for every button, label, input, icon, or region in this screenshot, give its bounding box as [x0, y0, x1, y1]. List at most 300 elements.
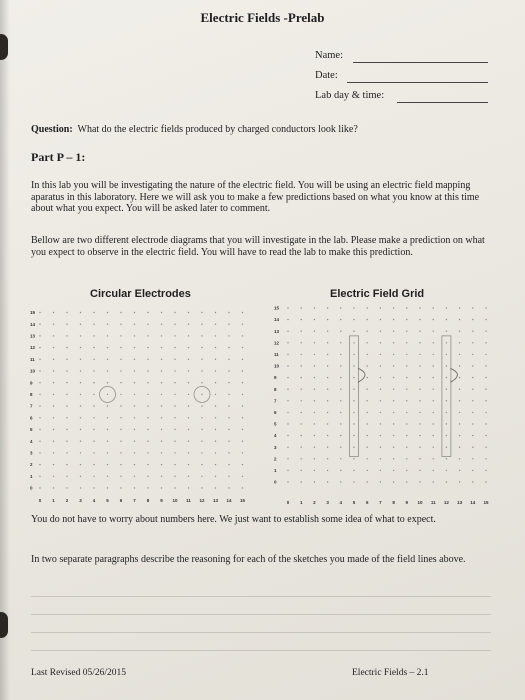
grid-dot — [380, 319, 381, 320]
grid-dot — [39, 464, 40, 465]
grid-dot — [406, 470, 407, 471]
grid-dot — [120, 312, 121, 313]
grid-dot — [215, 429, 216, 430]
grid-dot — [287, 423, 288, 424]
sketch-arc-left — [358, 368, 365, 382]
grid-dot — [174, 452, 175, 453]
grid-dot — [242, 487, 243, 488]
reasoning-prompt: In two separate paragraphs describe the reasoning for each of the sketches you made of the field lines above. — [31, 554, 466, 565]
grid-dot — [134, 417, 135, 418]
grid-dot — [66, 417, 67, 418]
grid-dot — [340, 389, 341, 390]
y-tick-label: 10 — [274, 363, 280, 369]
grid-dot — [485, 319, 486, 320]
grid-dot — [459, 481, 460, 482]
grid-dot — [353, 377, 354, 378]
grid-dot — [472, 377, 473, 378]
grid-dot — [174, 429, 175, 430]
grid-dot — [134, 359, 135, 360]
grid-dot — [80, 312, 81, 313]
grid-dot — [485, 307, 486, 308]
grid-dot — [459, 458, 460, 459]
grid-dot — [93, 324, 94, 325]
grid-dot — [301, 307, 302, 308]
grid-dot — [393, 458, 394, 459]
grid-dot — [419, 400, 420, 401]
part-heading: Part P – 1: — [31, 150, 86, 164]
y-tick-label: 9 — [30, 380, 33, 386]
y-tick-label: 6 — [274, 410, 277, 415]
grid-dot — [161, 335, 162, 336]
grid-dot — [188, 394, 189, 395]
grid-dot — [353, 447, 354, 448]
page-title: Electric Fields -Prelab — [200, 10, 325, 25]
grid-dot — [380, 354, 381, 355]
grid-dot — [419, 458, 420, 459]
grid-dot — [459, 470, 460, 471]
grid-dot — [147, 452, 148, 453]
grid-dot — [301, 470, 302, 471]
grid-dot — [228, 429, 229, 430]
grid-dot — [161, 417, 162, 418]
date-blank[interactable] — [347, 82, 488, 83]
binder-hole — [0, 612, 8, 638]
grid-dot — [406, 481, 407, 482]
grid-dot — [228, 394, 229, 395]
grid-dot — [53, 487, 54, 488]
grid-dot — [380, 307, 381, 308]
grid-dot — [53, 405, 54, 406]
grid-dot — [380, 365, 381, 366]
grid-dot — [446, 319, 447, 320]
grid-dot — [314, 377, 315, 378]
grid-dot — [314, 319, 315, 320]
grid-dot — [93, 429, 94, 430]
grid-dot — [147, 324, 148, 325]
grid-dot — [472, 470, 473, 471]
grid-dot — [228, 382, 229, 383]
y-tick-label: 4 — [30, 438, 33, 444]
grid-dot — [472, 319, 473, 320]
grid-dot — [406, 412, 407, 413]
grid-dot — [353, 412, 354, 413]
grid-dot — [161, 452, 162, 453]
grid-dot — [446, 354, 447, 355]
grid-dot — [147, 335, 148, 336]
grid-dot — [367, 447, 368, 448]
grid-dot — [301, 331, 302, 332]
grid-dot — [459, 423, 460, 424]
grid-dot — [301, 412, 302, 413]
instructions-paragraph: Bellow are two different electrode diagrams that you will investigate in the lab. Please make a prediction on what you expect to observe in the electric field. You will have to read the lab to make this prediction. — [31, 235, 485, 258]
grid-dot — [134, 347, 135, 348]
y-tick-label: 15 — [30, 310, 36, 316]
grid-dot — [419, 354, 420, 355]
grid-dot — [459, 307, 460, 308]
grid-dot — [228, 452, 229, 453]
grid-dot — [120, 452, 121, 453]
grid-dot — [406, 400, 407, 401]
grid-dot — [353, 400, 354, 401]
x-tick-label: 11 — [430, 500, 436, 505]
grid-dot — [215, 405, 216, 406]
grid-dot — [161, 487, 162, 488]
grid-dot — [39, 476, 40, 477]
grid-dot — [188, 324, 189, 325]
grid-dot — [39, 335, 40, 336]
grid-dot — [188, 359, 189, 360]
grid-dot — [242, 359, 243, 360]
grid-dot — [201, 429, 202, 430]
grid-dot — [301, 354, 302, 355]
grid-dot — [419, 331, 420, 332]
grid-dot — [459, 447, 460, 448]
grid-dot — [393, 307, 394, 308]
grid-dot — [287, 470, 288, 471]
x-tick-label: 2 — [65, 498, 69, 503]
grid-dot — [188, 487, 189, 488]
x-tick-label: 10 — [417, 500, 423, 505]
grid-dot — [353, 470, 354, 471]
grid-dot — [287, 458, 288, 459]
grid-dot — [66, 487, 67, 488]
grid-dot — [201, 324, 202, 325]
grid-dot — [485, 447, 486, 448]
grid-dot — [53, 382, 54, 383]
grid-dot — [380, 481, 381, 482]
grid-dot — [147, 487, 148, 488]
grid-dot — [201, 487, 202, 488]
grid-dot — [53, 359, 54, 360]
grid-dot — [66, 429, 67, 430]
grid-dot — [174, 312, 175, 313]
grid-dot — [433, 319, 434, 320]
grid-dot — [459, 400, 460, 401]
grid-dot — [287, 319, 288, 320]
grid-dot — [93, 312, 94, 313]
grid-dot — [393, 365, 394, 366]
grid-dot — [419, 435, 420, 436]
grid-dot — [215, 312, 216, 313]
grid-dot — [301, 481, 302, 482]
grid-dot — [340, 481, 341, 482]
grid-dot — [327, 342, 328, 343]
y-tick-label: 2 — [274, 456, 277, 462]
grid-dot — [340, 470, 341, 471]
x-tick-label: 15 — [483, 500, 489, 505]
grid-dot — [188, 347, 189, 348]
grid-dot — [314, 458, 315, 459]
grid-dot — [80, 476, 81, 477]
grid-dot — [353, 319, 354, 320]
grid-dot — [242, 347, 243, 348]
x-tick-label: 4 — [92, 498, 96, 503]
grid-dot — [201, 394, 202, 395]
grid-dot — [287, 400, 288, 401]
grid-dot — [174, 382, 175, 383]
grid-dot — [472, 354, 473, 355]
y-tick-label: 9 — [274, 375, 277, 381]
grid-dot — [147, 394, 148, 395]
grid-dot — [327, 377, 328, 378]
grid-dot — [446, 400, 447, 401]
grid-dot — [287, 447, 288, 448]
grid-dot — [107, 324, 108, 325]
grid-dot — [120, 487, 121, 488]
binder-hole — [0, 34, 8, 60]
x-tick-label: 5 — [352, 500, 356, 505]
grid-dot — [406, 458, 407, 459]
grid-dot — [80, 394, 81, 395]
grid-dot — [393, 400, 394, 401]
grid-dot — [419, 470, 420, 471]
y-tick-label: 14 — [274, 317, 280, 323]
grid-dot — [147, 405, 148, 406]
grid-dot — [314, 331, 315, 332]
grid-dot — [340, 377, 341, 378]
grid-dot — [459, 365, 460, 366]
grid-dot — [188, 370, 189, 371]
circular-electrodes-grid[interactable] — [28, 302, 276, 510]
grid-dot — [433, 354, 434, 355]
grid-dot — [433, 342, 434, 343]
grid-dot — [120, 335, 121, 336]
grid-dot — [314, 412, 315, 413]
field-grid[interactable] — [270, 298, 500, 510]
grid-dot — [367, 400, 368, 401]
grid-dot — [419, 307, 420, 308]
grid-dot — [380, 342, 381, 343]
grid-dot — [147, 417, 148, 418]
grid-dot — [340, 412, 341, 413]
grid-dot — [485, 365, 486, 366]
y-tick-label: 5 — [274, 421, 277, 427]
y-tick-label: 3 — [30, 450, 33, 456]
grid-dot — [367, 331, 368, 332]
grid-dot — [433, 307, 434, 308]
footer-page-label: Electric Fields – 2.1 — [352, 668, 429, 678]
grid-dot — [393, 435, 394, 436]
grid-dot — [228, 464, 229, 465]
grid-dot — [66, 335, 67, 336]
grid-dot — [66, 464, 67, 465]
grid-dot — [406, 331, 407, 332]
y-tick-label: 5 — [30, 427, 33, 433]
grid-dot — [301, 400, 302, 401]
grid-dot — [367, 458, 368, 459]
grid-dot — [327, 458, 328, 459]
grid-dot — [228, 441, 229, 442]
grid-dot — [134, 441, 135, 442]
grid-dot — [215, 382, 216, 383]
grid-dot — [327, 389, 328, 390]
grid-dot — [406, 342, 407, 343]
grid-dot — [446, 331, 447, 332]
grid-dot — [161, 324, 162, 325]
grid-dot — [201, 359, 202, 360]
x-tick-label: 1 — [52, 498, 55, 503]
answer-line[interactable] — [31, 632, 491, 633]
grid-dot — [314, 389, 315, 390]
grid-dot — [301, 365, 302, 366]
electric-field-grid-title: Electric Field Grid — [330, 288, 425, 300]
grid-dot — [134, 405, 135, 406]
grid-dot — [147, 382, 148, 383]
grid-dot — [301, 423, 302, 424]
x-tick-label: 13 — [212, 498, 219, 503]
x-tick-label: 2 — [313, 500, 316, 505]
grid-dot — [446, 377, 447, 378]
grid-dot — [419, 412, 420, 413]
grid-dot — [314, 435, 315, 436]
grid-dot — [380, 331, 381, 332]
grid-dot — [228, 312, 229, 313]
grid-dot — [242, 405, 243, 406]
grid-dot — [147, 441, 148, 442]
answer-line[interactable] — [31, 650, 491, 651]
grid-dot — [174, 359, 175, 360]
grid-dot — [367, 319, 368, 320]
grid-dot — [66, 441, 67, 442]
grid-dot — [393, 412, 394, 413]
grid-dot — [380, 447, 381, 448]
grid-dot — [147, 359, 148, 360]
labday-blank[interactable] — [397, 102, 488, 103]
grid-dot — [340, 307, 341, 308]
name-blank[interactable] — [353, 62, 488, 63]
grid-dot — [314, 365, 315, 366]
grid-dot — [406, 365, 407, 366]
grid-dot — [39, 324, 40, 325]
y-tick-label: 11 — [274, 352, 279, 357]
grid-dot — [228, 417, 229, 418]
grid-dot — [459, 389, 460, 390]
grid-dot — [327, 331, 328, 332]
grid-dot — [327, 319, 328, 320]
grid-dot — [287, 481, 288, 482]
x-tick-label: 1 — [299, 500, 303, 505]
y-tick-label: 12 — [30, 345, 36, 351]
grid-dot — [327, 435, 328, 436]
grid-dot — [485, 435, 486, 436]
answer-line[interactable] — [31, 614, 491, 615]
grid-dot — [215, 335, 216, 336]
grid-dot — [242, 370, 243, 371]
grid-dot — [161, 347, 162, 348]
grid-dot — [459, 354, 460, 355]
grid-dot — [380, 435, 381, 436]
grid-dot — [215, 441, 216, 442]
grid-dot — [201, 417, 202, 418]
grid-dot — [147, 476, 148, 477]
y-tick-label: 15 — [274, 305, 280, 311]
grid-dot — [485, 423, 486, 424]
grid-dot — [188, 335, 189, 336]
grid-dot — [353, 365, 354, 366]
x-tick-label: 5 — [106, 498, 109, 503]
y-tick-label: 1 — [274, 468, 277, 473]
grid-dot — [93, 359, 94, 360]
grid-dot — [433, 412, 434, 413]
grid-dot — [80, 324, 81, 325]
grid-dot — [120, 417, 121, 418]
y-tick-label: 0 — [30, 485, 33, 491]
grid-dot — [242, 324, 243, 325]
grid-dot — [459, 435, 460, 436]
grid-dot — [93, 452, 94, 453]
grid-dot — [80, 405, 81, 406]
grid-dot — [419, 319, 420, 320]
grid-dot — [353, 423, 354, 424]
grid-dot — [406, 377, 407, 378]
grid-dot — [393, 470, 394, 471]
grid-dot — [242, 441, 243, 442]
grid-dot — [340, 447, 341, 448]
grid-dot — [188, 382, 189, 383]
grid-dot — [353, 354, 354, 355]
grid-dot — [419, 423, 420, 424]
grid-dot — [406, 354, 407, 355]
grid-dot — [446, 342, 447, 343]
grid-dot — [393, 354, 394, 355]
grid-dot — [380, 470, 381, 471]
grid-dot — [161, 312, 162, 313]
grid-dot — [314, 470, 315, 471]
grid-dot — [107, 394, 108, 395]
grid-dot — [66, 370, 67, 371]
grid-dot — [147, 464, 148, 465]
grid-dot — [39, 452, 40, 453]
grid-dot — [201, 452, 202, 453]
grid-dot — [340, 423, 341, 424]
grid-dot — [472, 365, 473, 366]
grid-dot — [107, 405, 108, 406]
grid-dot — [353, 389, 354, 390]
grid-dot — [327, 470, 328, 471]
x-tick-label: 3 — [79, 498, 82, 503]
grid-dot — [301, 458, 302, 459]
grid-dot — [53, 441, 54, 442]
grid-dot — [472, 307, 473, 308]
y-tick-label: 11 — [30, 356, 35, 362]
grid-dot — [161, 441, 162, 442]
grid-dot — [485, 389, 486, 390]
grid-dot — [380, 377, 381, 378]
grid-dot — [188, 441, 189, 442]
x-tick-label: 8 — [146, 498, 150, 503]
grid-dot — [419, 342, 420, 343]
x-tick-label: 10 — [172, 498, 178, 503]
grid-dot — [161, 476, 162, 477]
grid-dot — [93, 417, 94, 418]
grid-dot — [66, 405, 67, 406]
grid-dot — [367, 342, 368, 343]
grid-dot — [485, 354, 486, 355]
grid-dot — [147, 347, 148, 348]
x-tick-label: 14 — [470, 500, 476, 505]
grid-dot — [242, 476, 243, 477]
x-tick-label: 8 — [392, 500, 395, 505]
grid-dot — [485, 481, 486, 482]
grid-dot — [446, 447, 447, 448]
grid-dot — [340, 435, 341, 436]
grid-dot — [93, 335, 94, 336]
x-tick-label: 12 — [199, 498, 205, 503]
x-tick-label: 9 — [405, 500, 409, 505]
grid-dot — [314, 354, 315, 355]
answer-line[interactable] — [31, 596, 491, 597]
grid-dot — [228, 359, 229, 360]
